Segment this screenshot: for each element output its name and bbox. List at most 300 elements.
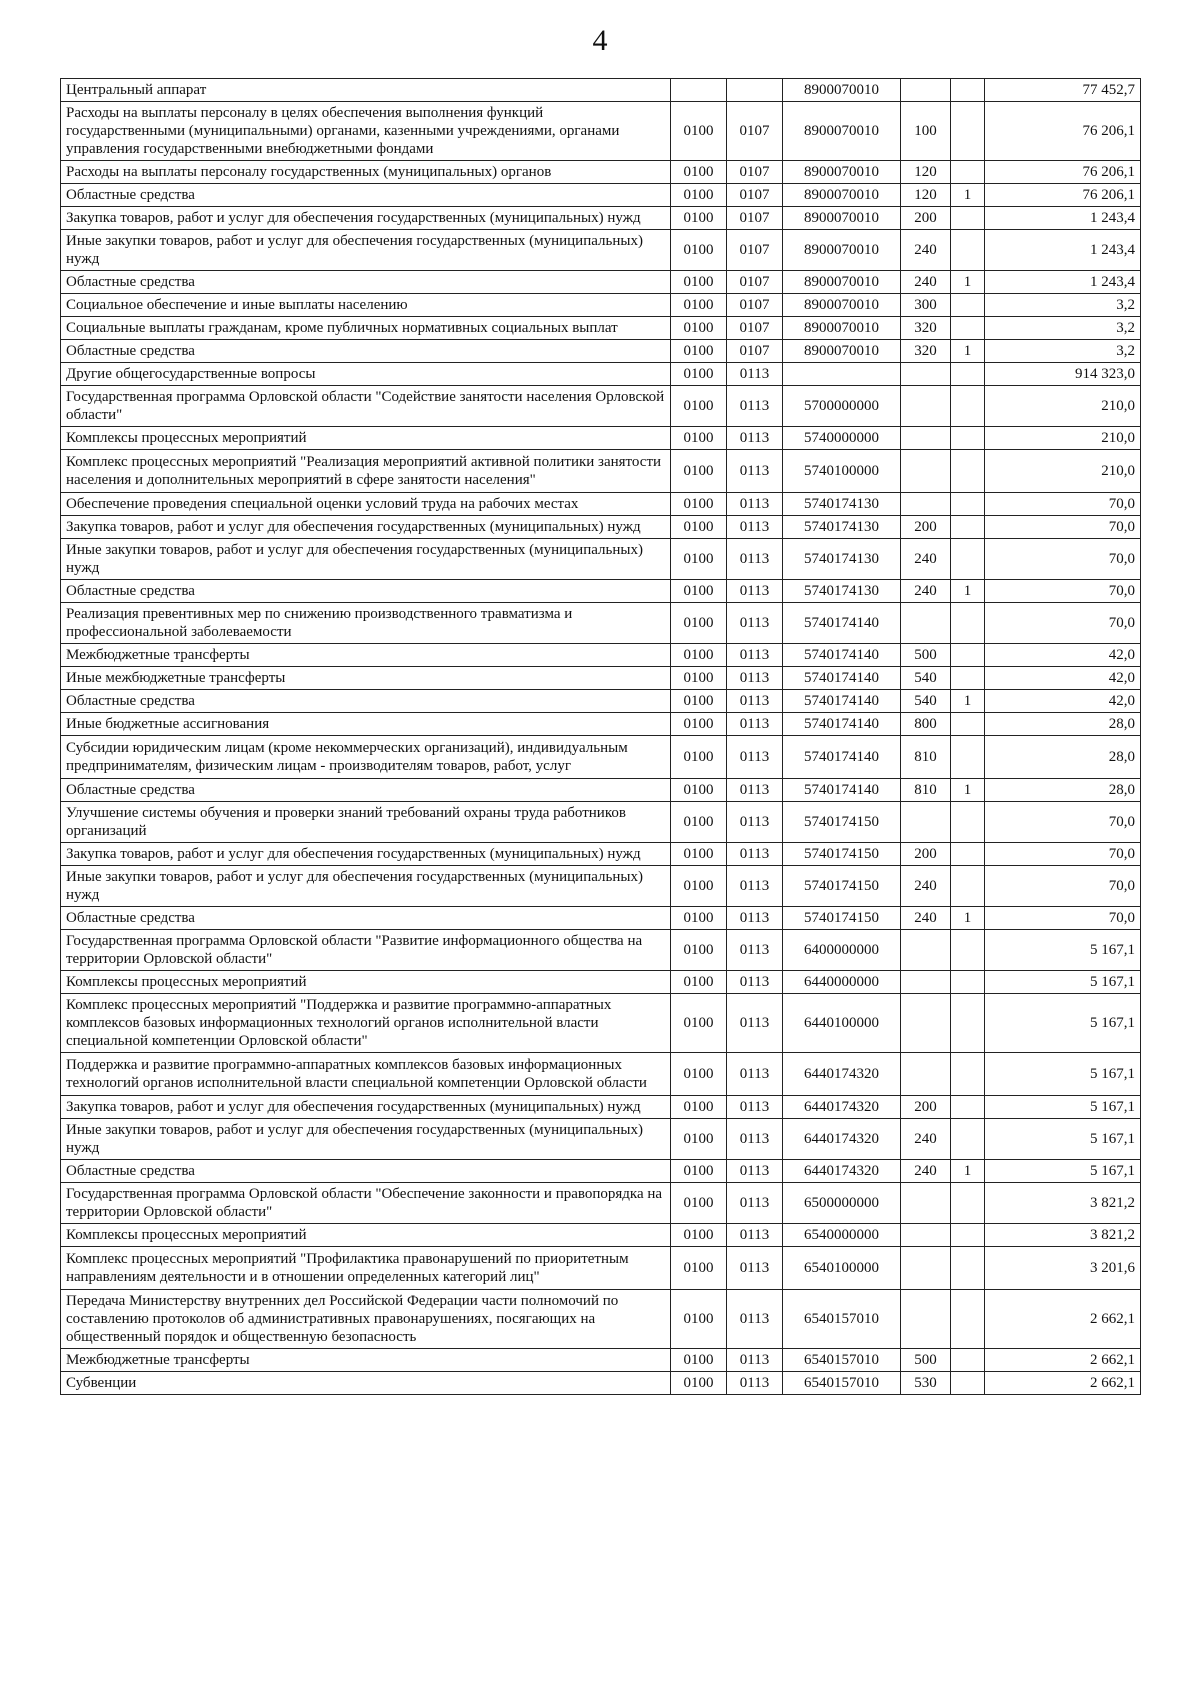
row-name: Комплексы процессных мероприятий xyxy=(61,971,671,994)
target-article-code: 6440174320 xyxy=(783,1160,901,1183)
funding-source-code: 1 xyxy=(951,779,985,802)
expense-type-code: 810 xyxy=(901,779,951,802)
section-code: 0100 xyxy=(671,184,727,207)
target-article-code: 8900070010 xyxy=(783,317,901,340)
funding-source-code: 1 xyxy=(951,690,985,713)
target-article-code: 6440174320 xyxy=(783,1119,901,1160)
row-name: Межбюджетные трансферты xyxy=(61,1349,671,1372)
subsection-code: 0113 xyxy=(727,930,783,971)
funding-source-code xyxy=(951,317,985,340)
row-name: Обеспечение проведения специальной оценки условий труда на рабочих местах xyxy=(61,493,671,516)
amount: 42,0 xyxy=(985,690,1141,713)
target-article-code: 5740174130 xyxy=(783,580,901,603)
funding-source-code xyxy=(951,427,985,450)
amount: 70,0 xyxy=(985,866,1141,907)
target-article-code: 5740174130 xyxy=(783,516,901,539)
amount: 77 452,7 xyxy=(985,79,1141,102)
row-name: Другие общегосударственные вопросы xyxy=(61,363,671,386)
row-name: Государственная программа Орловской области "Содействие занятости населения Орловской области" xyxy=(61,386,671,427)
table-row xyxy=(61,317,1141,340)
subsection-code: 0113 xyxy=(727,1290,783,1349)
expense-type-code: 240 xyxy=(901,1160,951,1183)
section-code xyxy=(671,79,727,102)
row-name: Областные средства xyxy=(61,580,671,603)
target-article-code: 6440174320 xyxy=(783,1096,901,1119)
row-name: Областные средства xyxy=(61,779,671,802)
expense-type-code xyxy=(901,79,951,102)
target-article-code: 6440000000 xyxy=(783,971,901,994)
row-name: Субсидии юридическим лицам (кроме некоммерческих организаций), индивидуальным предпринимателям, физическим лицам - производителям товаров, работ, услуг xyxy=(61,736,671,779)
target-article-code: 5740174140 xyxy=(783,713,901,736)
funding-source-code xyxy=(951,1096,985,1119)
expense-type-code xyxy=(901,1290,951,1349)
target-article-code: 6540157010 xyxy=(783,1349,901,1372)
subsection-code: 0113 xyxy=(727,843,783,866)
expense-type-code xyxy=(901,450,951,493)
row-name: Передача Министерству внутренних дел Российской Федерации части полномочий по составлению протоколов об административных правонарушениях, посягающих на общественный порядок и общественную безопасность xyxy=(61,1290,671,1349)
funding-source-code: 1 xyxy=(951,184,985,207)
funding-source-code xyxy=(951,363,985,386)
amount: 5 167,1 xyxy=(985,1119,1141,1160)
section-code: 0100 xyxy=(671,994,727,1053)
subsection-code: 0107 xyxy=(727,207,783,230)
table-row xyxy=(61,1183,1141,1224)
table-row xyxy=(61,644,1141,667)
amount: 3 821,2 xyxy=(985,1183,1141,1224)
expense-type-code xyxy=(901,1183,951,1224)
row-name: Социальное обеспечение и иные выплаты населению xyxy=(61,294,671,317)
amount: 70,0 xyxy=(985,843,1141,866)
amount: 5 167,1 xyxy=(985,1160,1141,1183)
expense-type-code: 240 xyxy=(901,907,951,930)
expense-type-code: 810 xyxy=(901,736,951,779)
expense-type-code: 200 xyxy=(901,1096,951,1119)
expense-type-code: 800 xyxy=(901,713,951,736)
expense-type-code: 320 xyxy=(901,340,951,363)
expense-type-code: 240 xyxy=(901,580,951,603)
amount: 2 662,1 xyxy=(985,1349,1141,1372)
section-code: 0100 xyxy=(671,1349,727,1372)
funding-source-code xyxy=(951,161,985,184)
funding-source-code xyxy=(951,736,985,779)
row-name: Иные межбюджетные трансферты xyxy=(61,667,671,690)
row-name: Комплекс процессных мероприятий "Профилактика правонарушений по приоритетным направлениям деятельности и в отношении определенных категорий лиц" xyxy=(61,1247,671,1290)
expense-type-code: 300 xyxy=(901,294,951,317)
amount: 76 206,1 xyxy=(985,161,1141,184)
row-name: Областные средства xyxy=(61,1160,671,1183)
section-code: 0100 xyxy=(671,386,727,427)
table-row xyxy=(61,294,1141,317)
section-code: 0100 xyxy=(671,1096,727,1119)
expense-type-code: 540 xyxy=(901,690,951,713)
table-row xyxy=(61,930,1141,971)
expense-type-code: 240 xyxy=(901,1119,951,1160)
subsection-code: 0107 xyxy=(727,184,783,207)
row-name: Областные средства xyxy=(61,271,671,294)
funding-source-code xyxy=(951,667,985,690)
funding-source-code xyxy=(951,603,985,644)
subsection-code: 0113 xyxy=(727,866,783,907)
subsection-code: 0113 xyxy=(727,644,783,667)
section-code: 0100 xyxy=(671,907,727,930)
amount: 70,0 xyxy=(985,516,1141,539)
table-row xyxy=(61,1119,1141,1160)
section-code: 0100 xyxy=(671,294,727,317)
target-article-code: 5740100000 xyxy=(783,450,901,493)
funding-source-code: 1 xyxy=(951,340,985,363)
expense-type-code: 320 xyxy=(901,317,951,340)
row-name: Иные закупки товаров, работ и услуг для обеспечения государственных (муниципальных) нужд xyxy=(61,230,671,271)
table-row xyxy=(61,1224,1141,1247)
amount: 210,0 xyxy=(985,427,1141,450)
expense-type-code: 500 xyxy=(901,1349,951,1372)
target-article-code: 5740174130 xyxy=(783,493,901,516)
target-article-code: 8900070010 xyxy=(783,271,901,294)
funding-source-code xyxy=(951,102,985,161)
table-row xyxy=(61,1372,1141,1395)
amount: 1 243,4 xyxy=(985,207,1141,230)
section-code: 0100 xyxy=(671,1372,727,1395)
row-name: Улучшение системы обучения и проверки знаний требований охраны труда работников организаций xyxy=(61,802,671,843)
subsection-code: 0107 xyxy=(727,294,783,317)
section-code: 0100 xyxy=(671,971,727,994)
amount: 28,0 xyxy=(985,736,1141,779)
table-row xyxy=(61,161,1141,184)
section-code: 0100 xyxy=(671,539,727,580)
target-article-code xyxy=(783,363,901,386)
funding-source-code xyxy=(951,1372,985,1395)
funding-source-code xyxy=(951,843,985,866)
target-article-code: 5740174140 xyxy=(783,736,901,779)
funding-source-code xyxy=(951,450,985,493)
expense-type-code: 120 xyxy=(901,184,951,207)
row-name: Иные бюджетные ассигнования xyxy=(61,713,671,736)
subsection-code: 0107 xyxy=(727,230,783,271)
amount: 5 167,1 xyxy=(985,1096,1141,1119)
amount: 76 206,1 xyxy=(985,102,1141,161)
table-row xyxy=(61,843,1141,866)
amount: 28,0 xyxy=(985,713,1141,736)
amount: 1 243,4 xyxy=(985,271,1141,294)
section-code: 0100 xyxy=(671,363,727,386)
budget-table xyxy=(60,78,1141,1395)
expense-type-code: 240 xyxy=(901,271,951,294)
expense-type-code xyxy=(901,386,951,427)
table-row xyxy=(61,1349,1141,1372)
funding-source-code xyxy=(951,1224,985,1247)
table-row xyxy=(61,1053,1141,1096)
section-code: 0100 xyxy=(671,736,727,779)
funding-source-code xyxy=(951,79,985,102)
funding-source-code: 1 xyxy=(951,1160,985,1183)
row-name: Поддержка и развитие программно-аппаратных комплексов базовых информационных технологий органов исполнительной власти специальной компетенции Орловской области xyxy=(61,1053,671,1096)
section-code: 0100 xyxy=(671,1290,727,1349)
amount: 42,0 xyxy=(985,667,1141,690)
funding-source-code xyxy=(951,1183,985,1224)
funding-source-code xyxy=(951,230,985,271)
target-article-code: 5740174140 xyxy=(783,644,901,667)
target-article-code: 6540157010 xyxy=(783,1372,901,1395)
target-article-code: 5740174130 xyxy=(783,539,901,580)
subsection-code: 0113 xyxy=(727,667,783,690)
section-code: 0100 xyxy=(671,930,727,971)
funding-source-code xyxy=(951,1053,985,1096)
row-name: Областные средства xyxy=(61,690,671,713)
target-article-code: 8900070010 xyxy=(783,230,901,271)
subsection-code: 0113 xyxy=(727,493,783,516)
funding-source-code xyxy=(951,1119,985,1160)
section-code: 0100 xyxy=(671,1053,727,1096)
section-code: 0100 xyxy=(671,1160,727,1183)
section-code: 0100 xyxy=(671,1119,727,1160)
row-name: Закупка товаров, работ и услуг для обеспечения государственных (муниципальных) нужд xyxy=(61,516,671,539)
row-name: Областные средства xyxy=(61,340,671,363)
expense-type-code xyxy=(901,603,951,644)
funding-source-code xyxy=(951,713,985,736)
target-article-code: 6500000000 xyxy=(783,1183,901,1224)
section-code: 0100 xyxy=(671,843,727,866)
funding-source-code: 1 xyxy=(951,907,985,930)
table-row xyxy=(61,971,1141,994)
target-article-code: 8900070010 xyxy=(783,207,901,230)
amount: 2 662,1 xyxy=(985,1372,1141,1395)
subsection-code: 0113 xyxy=(727,1349,783,1372)
expense-type-code xyxy=(901,1053,951,1096)
target-article-code: 6540000000 xyxy=(783,1224,901,1247)
funding-source-code xyxy=(951,493,985,516)
target-article-code: 5740174140 xyxy=(783,690,901,713)
funding-source-code xyxy=(951,930,985,971)
section-code: 0100 xyxy=(671,271,727,294)
section-code: 0100 xyxy=(671,644,727,667)
subsection-code: 0107 xyxy=(727,271,783,294)
row-name: Иные закупки товаров, работ и услуг для обеспечения государственных (муниципальных) нужд xyxy=(61,866,671,907)
funding-source-code: 1 xyxy=(951,580,985,603)
subsection-code: 0113 xyxy=(727,1096,783,1119)
section-code: 0100 xyxy=(671,1224,727,1247)
amount: 70,0 xyxy=(985,603,1141,644)
row-name: Центральный аппарат xyxy=(61,79,671,102)
table-row xyxy=(61,363,1141,386)
expense-type-code xyxy=(901,930,951,971)
subsection-code: 0113 xyxy=(727,1183,783,1224)
subsection-code: 0113 xyxy=(727,427,783,450)
table-row xyxy=(61,1160,1141,1183)
amount: 3,2 xyxy=(985,317,1141,340)
subsection-code: 0107 xyxy=(727,317,783,340)
amount: 70,0 xyxy=(985,802,1141,843)
page-number: 4 xyxy=(592,24,608,57)
section-code: 0100 xyxy=(671,603,727,644)
expense-type-code: 540 xyxy=(901,667,951,690)
section-code: 0100 xyxy=(671,690,727,713)
amount: 5 167,1 xyxy=(985,971,1141,994)
funding-source-code xyxy=(951,386,985,427)
section-code: 0100 xyxy=(671,1247,727,1290)
subsection-code: 0113 xyxy=(727,736,783,779)
amount: 5 167,1 xyxy=(985,930,1141,971)
subsection-code: 0113 xyxy=(727,907,783,930)
expense-type-code xyxy=(901,363,951,386)
subsection-code: 0113 xyxy=(727,779,783,802)
target-article-code: 8900070010 xyxy=(783,340,901,363)
funding-source-code xyxy=(951,294,985,317)
subsection-code: 0113 xyxy=(727,971,783,994)
table-row xyxy=(61,493,1141,516)
row-name: Закупка товаров, работ и услуг для обеспечения государственных (муниципальных) нужд xyxy=(61,843,671,866)
amount: 914 323,0 xyxy=(985,363,1141,386)
table-row xyxy=(61,427,1141,450)
subsection-code: 0107 xyxy=(727,161,783,184)
subsection-code xyxy=(727,79,783,102)
expense-type-code xyxy=(901,994,951,1053)
row-name: Комплексы процессных мероприятий xyxy=(61,1224,671,1247)
amount: 210,0 xyxy=(985,386,1141,427)
table-row xyxy=(61,736,1141,779)
row-name: Расходы на выплаты персоналу в целях обеспечения выполнения функций государственными (муниципальными) органами, казенными учреждениями, органами управления государственными внебюджетными фондами xyxy=(61,102,671,161)
target-article-code: 5740174150 xyxy=(783,843,901,866)
table-row xyxy=(61,207,1141,230)
target-article-code: 6540100000 xyxy=(783,1247,901,1290)
table-row xyxy=(61,450,1141,493)
section-code: 0100 xyxy=(671,207,727,230)
expense-type-code: 100 xyxy=(901,102,951,161)
table-row xyxy=(61,1290,1141,1349)
funding-source-code xyxy=(951,1349,985,1372)
subsection-code: 0113 xyxy=(727,539,783,580)
subsection-code: 0113 xyxy=(727,1160,783,1183)
table-row xyxy=(61,1096,1141,1119)
amount: 5 167,1 xyxy=(985,994,1141,1053)
table-row xyxy=(61,580,1141,603)
funding-source-code xyxy=(951,994,985,1053)
amount: 3,2 xyxy=(985,294,1141,317)
expense-type-code xyxy=(901,802,951,843)
expense-type-code: 200 xyxy=(901,516,951,539)
subsection-code: 0107 xyxy=(727,340,783,363)
subsection-code: 0113 xyxy=(727,994,783,1053)
target-article-code: 5740174150 xyxy=(783,907,901,930)
row-name: Государственная программа Орловской области "Развитие информационного общества на территории Орловской области" xyxy=(61,930,671,971)
table-row xyxy=(61,802,1141,843)
subsection-code: 0113 xyxy=(727,1053,783,1096)
table-row xyxy=(61,79,1141,102)
subsection-code: 0113 xyxy=(727,1247,783,1290)
amount: 70,0 xyxy=(985,539,1141,580)
expense-type-code: 240 xyxy=(901,230,951,271)
row-name: Областные средства xyxy=(61,907,671,930)
row-name: Областные средства xyxy=(61,184,671,207)
row-name: Государственная программа Орловской области "Обеспечение законности и правопорядка на территории Орловской области" xyxy=(61,1183,671,1224)
amount: 5 167,1 xyxy=(985,1053,1141,1096)
table-row xyxy=(61,184,1141,207)
subsection-code: 0113 xyxy=(727,450,783,493)
table-row xyxy=(61,230,1141,271)
target-article-code: 5740174150 xyxy=(783,866,901,907)
row-name: Комплекс процессных мероприятий "Поддержка и развитие программно-аппаратных комплексов базовых информационных технологий органов исполнительной власти специальной компетенции Орловской области" xyxy=(61,994,671,1053)
subsection-code: 0113 xyxy=(727,1372,783,1395)
amount: 70,0 xyxy=(985,493,1141,516)
table-row xyxy=(61,994,1141,1053)
target-article-code: 8900070010 xyxy=(783,294,901,317)
subsection-code: 0113 xyxy=(727,603,783,644)
target-article-code: 6400000000 xyxy=(783,930,901,971)
funding-source-code xyxy=(951,516,985,539)
target-article-code: 5740174140 xyxy=(783,667,901,690)
table-row xyxy=(61,1247,1141,1290)
expense-type-code xyxy=(901,1247,951,1290)
section-code: 0100 xyxy=(671,450,727,493)
subsection-code: 0113 xyxy=(727,802,783,843)
row-name: Комплексы процессных мероприятий xyxy=(61,427,671,450)
table-row xyxy=(61,386,1141,427)
section-code: 0100 xyxy=(671,866,727,907)
table-row xyxy=(61,866,1141,907)
amount: 70,0 xyxy=(985,580,1141,603)
section-code: 0100 xyxy=(671,516,727,539)
table-row xyxy=(61,907,1141,930)
amount: 28,0 xyxy=(985,779,1141,802)
expense-type-code: 200 xyxy=(901,207,951,230)
funding-source-code xyxy=(951,1247,985,1290)
table-row xyxy=(61,271,1141,294)
section-code: 0100 xyxy=(671,161,727,184)
table-row xyxy=(61,539,1141,580)
table-row xyxy=(61,340,1141,363)
subsection-code: 0113 xyxy=(727,1119,783,1160)
funding-source-code xyxy=(951,539,985,580)
expense-type-code xyxy=(901,493,951,516)
expense-type-code xyxy=(901,427,951,450)
expense-type-code: 500 xyxy=(901,644,951,667)
row-name: Закупка товаров, работ и услуг для обеспечения государственных (муниципальных) нужд xyxy=(61,1096,671,1119)
section-code: 0100 xyxy=(671,580,727,603)
table-row xyxy=(61,516,1141,539)
table-row xyxy=(61,690,1141,713)
subsection-code: 0113 xyxy=(727,690,783,713)
funding-source-code xyxy=(951,866,985,907)
target-article-code: 5700000000 xyxy=(783,386,901,427)
target-article-code: 5740174140 xyxy=(783,603,901,644)
table-row xyxy=(61,102,1141,161)
subsection-code: 0113 xyxy=(727,516,783,539)
funding-source-code xyxy=(951,971,985,994)
amount: 3,2 xyxy=(985,340,1141,363)
row-name: Иные закупки товаров, работ и услуг для обеспечения государственных (муниципальных) нужд xyxy=(61,1119,671,1160)
row-name: Реализация превентивных мер по снижению производственного травматизма и профессиональной заболеваемости xyxy=(61,603,671,644)
amount: 70,0 xyxy=(985,907,1141,930)
amount: 3 821,2 xyxy=(985,1224,1141,1247)
row-name: Закупка товаров, работ и услуг для обеспечения государственных (муниципальных) нужд xyxy=(61,207,671,230)
section-code: 0100 xyxy=(671,340,727,363)
target-article-code: 5740174150 xyxy=(783,802,901,843)
subsection-code: 0113 xyxy=(727,713,783,736)
subsection-code: 0113 xyxy=(727,580,783,603)
row-name: Расходы на выплаты персоналу государственных (муниципальных) органов xyxy=(61,161,671,184)
subsection-code: 0113 xyxy=(727,386,783,427)
funding-source-code: 1 xyxy=(951,271,985,294)
row-name: Социальные выплаты гражданам, кроме публичных нормативных социальных выплат xyxy=(61,317,671,340)
section-code: 0100 xyxy=(671,493,727,516)
subsection-code: 0113 xyxy=(727,1224,783,1247)
table-row xyxy=(61,667,1141,690)
section-code: 0100 xyxy=(671,667,727,690)
target-article-code: 8900070010 xyxy=(783,184,901,207)
funding-source-code xyxy=(951,802,985,843)
expense-type-code: 120 xyxy=(901,161,951,184)
expense-type-code: 240 xyxy=(901,539,951,580)
section-code: 0100 xyxy=(671,779,727,802)
